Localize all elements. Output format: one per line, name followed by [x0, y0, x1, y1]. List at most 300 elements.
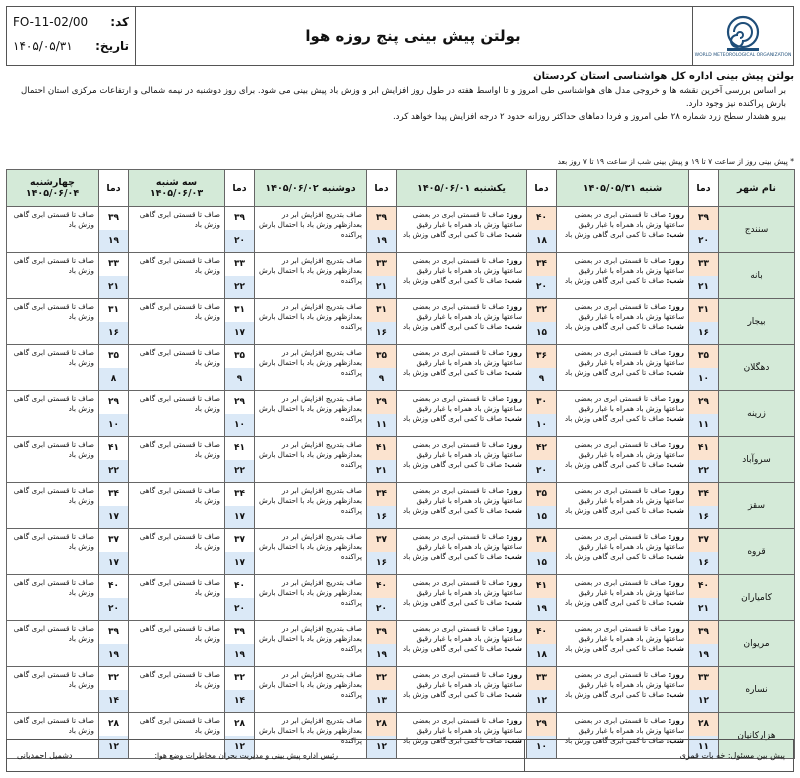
weather-description-cell — [129, 299, 225, 345]
day-description: صاف تا قسمتی ابری در بعضی ساعتها وزش باد همراه با غبار رقیق — [574, 578, 684, 597]
city-name-cell: سقز — [719, 483, 795, 529]
weather-description-cell — [255, 345, 367, 391]
weather-description-cell — [397, 483, 527, 529]
temperature-cell — [367, 391, 397, 437]
day-description: صاف بتدریج افزایش ابر در بعدازظهر وزش باد با احتمال بارش پراکنده — [258, 440, 362, 469]
night-description: صاف تا کمی ابری گاهی وزش باد — [402, 644, 503, 653]
temperature-cell — [367, 621, 397, 667]
weather-description-cell — [7, 299, 99, 345]
min-temperature: ۱۵ — [527, 322, 556, 345]
day-description: صاف تا قسمتی ابری گاهی وزش باد — [13, 348, 94, 367]
department-head-name: دشمیل احمدیانی — [17, 751, 73, 760]
temp-column-header: دما — [99, 170, 129, 207]
min-temperature: ۱۷ — [225, 552, 254, 575]
night-label: شب: — [504, 552, 522, 561]
footer-divider — [524, 740, 525, 771]
day-description: صاف تا قسمتی ابری گاهی وزش باد — [13, 210, 94, 229]
night-label: شب: — [504, 230, 522, 239]
day-label: روز: — [506, 394, 522, 403]
weather-description-cell — [7, 253, 99, 299]
night-description: صاف تا کمی ابری گاهی وزش باد — [564, 552, 665, 561]
table-row — [7, 621, 795, 667]
night-description: صاف تا کمی ابری گاهی وزش باد — [402, 230, 503, 239]
temperature-cell — [527, 207, 557, 253]
weather-description-cell — [397, 621, 527, 667]
day-label: روز: — [668, 348, 684, 357]
weather-description-cell — [129, 529, 225, 575]
day-description: صاف تا قسمتی ابری در بعضی ساعتها وزش باد همراه با غبار رقیق — [412, 256, 522, 275]
min-temperature: ۱۰ — [527, 414, 556, 437]
day-description: صاف تا قسمتی ابری در بعضی ساعتها وزش باد همراه با غبار رقیق — [412, 578, 522, 597]
max-temperature: ۳۳ — [367, 253, 396, 277]
weather-description-cell — [397, 667, 527, 713]
min-temperature: ۱۶ — [99, 322, 128, 345]
city-name-cell: نساره — [719, 667, 795, 713]
max-temperature: ۲۹ — [689, 391, 718, 415]
city-name-cell: زرینه — [719, 391, 795, 437]
table-row — [7, 207, 795, 253]
max-temperature: ۳۴ — [689, 483, 718, 507]
night-description: صاف تا کمی ابری گاهی وزش باد — [564, 506, 665, 515]
city-name-cell: هزارکانیان — [719, 713, 795, 759]
temperature-cell — [367, 529, 397, 575]
min-temperature: ۲۲ — [689, 460, 718, 483]
min-temperature: ۲۰ — [527, 460, 556, 483]
intro-paragraph-2: بیرو هشدار سطح زرد شماره ۲۸ طی امروز و فردا دماهای حداکثر روزانه حدود ۲ درجه افزایش پیدا خواهد کرد. — [392, 112, 786, 122]
min-temperature: ۹ — [527, 368, 556, 391]
min-temperature: ۲۱ — [99, 276, 128, 299]
min-temperature: ۱۱ — [689, 414, 718, 437]
max-temperature: ۳۵ — [689, 345, 718, 369]
min-temperature: ۱۶ — [689, 506, 718, 529]
day-description: صاف بتدریج افزایش ابر در بعدازظهر وزش باد با احتمال بارش پراکنده — [258, 578, 362, 607]
night-label: شب: — [666, 552, 684, 561]
max-temperature: ۳۳ — [689, 253, 718, 277]
max-temperature: ۳۲ — [527, 299, 556, 323]
day-description: صاف تا قسمتی ابری در بعضی ساعتها وزش باد همراه با غبار رقیق — [574, 440, 684, 459]
day-label: روز: — [506, 348, 522, 357]
day-description: صاف تا قسمتی ابری در بعضی ساعتها وزش باد همراه با غبار رقیق — [574, 256, 684, 275]
weather-description-cell — [129, 483, 225, 529]
day-column-header: شنبه ۱۴۰۵/۰۵/۳۱ — [557, 170, 689, 207]
temperature-cell — [225, 391, 255, 437]
temperature-cell — [99, 299, 129, 345]
min-temperature: ۱۹ — [367, 230, 396, 253]
temperature-cell — [225, 667, 255, 713]
max-temperature: ۳۴ — [367, 483, 396, 507]
min-temperature: ۱۲ — [367, 736, 396, 759]
day-label: روز: — [668, 578, 684, 587]
night-description: صاف تا کمی ابری گاهی وزش باد — [564, 690, 665, 699]
min-temperature: ۱۵ — [527, 552, 556, 575]
night-label: شب: — [666, 276, 684, 285]
night-label: شب: — [666, 644, 684, 653]
temperature-cell — [527, 667, 557, 713]
min-temperature: ۱۸ — [527, 644, 556, 667]
night-label: شب: — [504, 276, 522, 285]
table-row — [7, 483, 795, 529]
night-description: صاف تا کمی ابری گاهی وزش باد — [564, 644, 665, 653]
weather-description-cell — [255, 529, 367, 575]
day-description: صاف تا قسمتی ابری گاهی وزش باد — [13, 394, 94, 413]
night-description: صاف تا کمی ابری گاهی وزش باد — [402, 506, 503, 515]
max-temperature: ۳۵ — [367, 345, 396, 369]
min-temperature: ۱۲ — [99, 736, 128, 759]
weather-description-cell — [397, 299, 527, 345]
temperature-cell — [99, 437, 129, 483]
city-name-cell: بانه — [719, 253, 795, 299]
min-temperature: ۱۷ — [99, 552, 128, 575]
night-description: صاف تا کمی ابری گاهی وزش باد — [564, 322, 665, 331]
night-label: شب: — [504, 506, 522, 515]
max-temperature: ۲۸ — [225, 713, 254, 737]
day-label: روز: — [506, 256, 522, 265]
city-column-header: نام شهر — [719, 170, 795, 207]
bulletin-page — [6, 6, 794, 772]
day-description: صاف تا قسمتی ابری در بعضی ساعتها وزش باد همراه با غبار رقیق — [412, 440, 522, 459]
temperature-cell — [99, 575, 129, 621]
temperature-cell — [367, 575, 397, 621]
temp-column-header: دما — [367, 170, 397, 207]
temperature-cell — [367, 437, 397, 483]
temperature-cell — [527, 299, 557, 345]
night-description: صاف تا کمی ابری گاهی وزش باد — [402, 460, 503, 469]
day-description: صاف تا قسمتی ابری در بعضی ساعتها وزش باد همراه با غبار رقیق — [574, 624, 684, 643]
temperature-cell — [689, 621, 719, 667]
temperature-cell — [99, 667, 129, 713]
day-description: صاف تا قسمتی ابری در بعضی ساعتها وزش باد همراه با غبار رقیق — [412, 348, 522, 367]
day-description: صاف بتدریج افزایش ابر در بعدازظهر وزش باد با احتمال بارش پراکنده — [258, 256, 362, 285]
night-description: صاف تا کمی ابری گاهی وزش باد — [564, 414, 665, 423]
day-description: صاف بتدریج افزایش ابر در بعدازظهر وزش باد با احتمال بارش پراکنده — [258, 624, 362, 653]
day-description: صاف تا قسمتی ابری در بعضی ساعتها وزش باد همراه با غبار رقیق — [574, 302, 684, 321]
min-temperature: ۱۳ — [367, 690, 396, 713]
day-description: صاف تا قسمتی ابری گاهی وزش باد — [13, 670, 94, 689]
day-label: روز: — [668, 394, 684, 403]
max-temperature: ۲۹ — [527, 713, 556, 737]
max-temperature: ۳۹ — [99, 621, 128, 645]
weather-description-cell — [397, 575, 527, 621]
min-temperature: ۲۱ — [367, 460, 396, 483]
min-temperature: ۹ — [225, 368, 254, 391]
temperature-cell — [689, 437, 719, 483]
day-description: صاف بتدریج افزایش ابر در بعدازظهر وزش باد با احتمال بارش پراکنده — [258, 532, 362, 561]
day-description: صاف تا قسمتی ابری گاهی وزش باد — [139, 578, 220, 597]
night-description: صاف تا کمی ابری گاهی وزش باد — [564, 368, 665, 377]
min-temperature: ۱۷ — [99, 506, 128, 529]
temperature-cell — [689, 483, 719, 529]
temperature-cell — [527, 575, 557, 621]
day-column-header: سه شنبه ۱۴۰۵/۰۶/۰۳ — [129, 170, 225, 207]
day-label: روز: — [506, 670, 522, 679]
day-description: صاف تا قسمتی ابری در بعضی ساعتها وزش باد همراه با غبار رقیق — [574, 670, 684, 689]
max-temperature: ۳۳ — [527, 667, 556, 691]
max-temperature: ۳۱ — [225, 299, 254, 323]
department-head-label: رئیس اداره پیش بینی و مدیریت بحران مخاطرات وضع هوا: — [154, 751, 338, 760]
min-temperature: ۲۰ — [367, 598, 396, 621]
night-label: شب: — [666, 598, 684, 607]
min-temperature: ۲۰ — [527, 276, 556, 299]
night-description: صاف تا کمی ابری گاهی وزش باد — [402, 598, 503, 607]
min-temperature: ۲۰ — [99, 598, 128, 621]
min-temperature: ۱۹ — [689, 644, 718, 667]
night-description: صاف تا کمی ابری گاهی وزش باد — [402, 552, 503, 561]
day-description: صاف تا قسمتی ابری گاهی وزش باد — [13, 486, 94, 505]
weather-description-cell — [129, 667, 225, 713]
weather-description-cell — [255, 437, 367, 483]
night-label: شب: — [666, 506, 684, 515]
max-temperature: ۳۹ — [689, 207, 718, 231]
temperature-cell — [689, 299, 719, 345]
night-label: شب: — [504, 736, 522, 745]
max-temperature: ۳۲ — [367, 667, 396, 691]
night-description: صاف تا کمی ابری گاهی وزش باد — [402, 414, 503, 423]
night-description: صاف تا کمی ابری گاهی وزش باد — [402, 736, 503, 745]
intro-paragraph-1: بر اساس بررسی آخرین نقشه ها و خروجی مدل های هواشناسی طی امروز و تا اواسط هفته در طول روز افزایش ابر و وزش باد پیش بینی می شود. برای روز دوشنبه در نیمه شمالی و ارتفاعات مرکزی استان احتمال بارش پراکنده نیز وجود دارد. — [21, 86, 786, 109]
weather-description-cell — [557, 575, 689, 621]
weather-description-cell — [255, 667, 367, 713]
weather-description-cell — [397, 253, 527, 299]
temperature-cell — [527, 483, 557, 529]
forecaster-name: پیش بین مسئول: خه بات قمری — [679, 751, 785, 760]
night-description: صاف تا کمی ابری گاهی وزش باد — [402, 690, 503, 699]
date-label: تاریخ: — [95, 39, 129, 53]
day-description: صاف تا قسمتی ابری گاهی وزش باد — [13, 302, 94, 321]
table-row — [7, 299, 795, 345]
max-temperature: ۳۵ — [527, 483, 556, 507]
day-label: روز: — [668, 440, 684, 449]
temperature-cell — [527, 529, 557, 575]
weather-description-cell — [7, 621, 99, 667]
night-label: شب: — [504, 644, 522, 653]
min-temperature: ۸ — [99, 368, 128, 391]
day-description: صاف تا قسمتی ابری گاهی وزش باد — [13, 256, 94, 275]
day-description: صاف تا قسمتی ابری در بعضی ساعتها وزش باد همراه با غبار رقیق — [412, 210, 522, 229]
temperature-cell — [99, 345, 129, 391]
temperature-cell — [225, 299, 255, 345]
night-label: شب: — [666, 368, 684, 377]
max-temperature: ۲۸ — [689, 713, 718, 737]
page-title: بولتن پیش بینی پنج روزه هوا — [305, 27, 521, 45]
table-row — [7, 575, 795, 621]
weather-description-cell — [557, 345, 689, 391]
max-temperature: ۳۱ — [367, 299, 396, 323]
night-description: صاف تا کمی ابری گاهی وزش باد — [564, 276, 665, 285]
min-temperature: ۱۰ — [527, 736, 556, 759]
night-label: شب: — [504, 460, 522, 469]
weather-description-cell — [129, 253, 225, 299]
max-temperature: ۴۰ — [527, 621, 556, 645]
max-temperature: ۳۴ — [225, 483, 254, 507]
min-temperature: ۱۶ — [367, 506, 396, 529]
max-temperature: ۴۰ — [527, 207, 556, 231]
max-temperature: ۴۱ — [527, 575, 556, 599]
code-label: کد: — [110, 15, 129, 29]
weather-description-cell — [557, 621, 689, 667]
min-temperature: ۲۲ — [225, 460, 254, 483]
temperature-cell — [99, 253, 129, 299]
night-description: صاف تا کمی ابری گاهی وزش باد — [402, 322, 503, 331]
min-temperature: ۱۹ — [527, 598, 556, 621]
day-description: صاف تا قسمتی ابری گاهی وزش باد — [139, 532, 220, 551]
min-temperature: ۱۶ — [367, 552, 396, 575]
weather-description-cell — [255, 207, 367, 253]
day-label: روز: — [668, 670, 684, 679]
night-label: شب: — [504, 322, 522, 331]
min-temperature: ۲۱ — [689, 598, 718, 621]
weather-description-cell — [557, 391, 689, 437]
weather-description-cell — [7, 483, 99, 529]
night-description: صاف تا کمی ابری گاهی وزش باد — [402, 368, 503, 377]
day-column-header: چهارشنبه ۱۴۰۵/۰۶/۰۴ — [7, 170, 99, 207]
min-temperature: ۱۱ — [689, 736, 718, 759]
city-name-cell: کامیاران — [719, 575, 795, 621]
logo-text: WORLD METEOROLOGICAL ORGANIZATION — [694, 52, 792, 58]
max-temperature: ۳۹ — [689, 621, 718, 645]
day-label: روز: — [506, 302, 522, 311]
max-temperature: ۲۹ — [99, 391, 128, 415]
night-description: صاف تا کمی ابری گاهی وزش باد — [402, 276, 503, 285]
night-label: شب: — [666, 230, 684, 239]
max-temperature: ۳۹ — [367, 207, 396, 231]
max-temperature: ۳۷ — [689, 529, 718, 553]
night-label: شب: — [666, 322, 684, 331]
day-description: صاف تا قسمتی ابری گاهی وزش باد — [139, 348, 220, 367]
day-label: روز: — [506, 532, 522, 541]
day-label: روز: — [506, 578, 522, 587]
day-label: روز: — [506, 210, 522, 219]
day-description: صاف تا قسمتی ابری گاهی وزش باد — [139, 256, 220, 275]
temperature-cell — [367, 207, 397, 253]
min-temperature: ۱۸ — [527, 230, 556, 253]
min-temperature: ۲۱ — [367, 276, 396, 299]
code-value: FO-11-02/00 — [13, 15, 89, 29]
day-description: صاف تا قسمتی ابری در بعضی ساعتها وزش باد همراه با غبار رقیق — [412, 670, 522, 689]
weather-description-cell — [255, 299, 367, 345]
max-temperature: ۴۰ — [225, 575, 254, 599]
table-row — [7, 437, 795, 483]
weather-description-cell — [397, 529, 527, 575]
day-description: صاف تا قسمتی ابری گاهی وزش باد — [139, 210, 220, 229]
min-temperature: ۲۰ — [225, 598, 254, 621]
temperature-cell — [367, 345, 397, 391]
min-temperature: ۱۹ — [225, 644, 254, 667]
max-temperature: ۳۸ — [527, 529, 556, 553]
weather-description-cell — [255, 621, 367, 667]
min-temperature: ۱۶ — [689, 322, 718, 345]
weather-description-cell — [557, 667, 689, 713]
max-temperature: ۳۹ — [225, 207, 254, 231]
temperature-cell — [689, 667, 719, 713]
bulletin-header — [6, 6, 794, 66]
day-description: صاف بتدریج افزایش ابر در بعدازظهر وزش باد با احتمال بارش پراکنده — [258, 670, 362, 699]
weather-description-cell — [557, 483, 689, 529]
bulletin-footer — [6, 739, 794, 772]
min-temperature: ۱۹ — [367, 644, 396, 667]
temperature-cell — [225, 483, 255, 529]
weather-description-cell — [557, 437, 689, 483]
min-temperature: ۲۱ — [689, 276, 718, 299]
day-column-header: دوشنبه ۱۴۰۵/۰۶/۰۲ — [255, 170, 367, 207]
max-temperature: ۴۱ — [689, 437, 718, 461]
day-description: صاف بتدریج افزایش ابر در بعدازظهر وزش باد با احتمال بارش پراکنده — [258, 210, 362, 239]
max-temperature: ۳۵ — [225, 345, 254, 369]
weather-description-cell — [7, 529, 99, 575]
day-description: صاف تا قسمتی ابری گاهی وزش باد — [13, 716, 94, 735]
max-temperature: ۳۳ — [99, 253, 128, 277]
max-temperature: ۳۹ — [99, 207, 128, 231]
max-temperature: ۳۳ — [689, 667, 718, 691]
weather-description-cell — [7, 207, 99, 253]
weather-description-cell — [397, 437, 527, 483]
min-temperature: ۱۱ — [367, 414, 396, 437]
weather-description-cell — [129, 345, 225, 391]
min-temperature: ۱۴ — [225, 690, 254, 713]
temperature-cell — [225, 529, 255, 575]
table-row — [7, 391, 795, 437]
min-temperature: ۱۲ — [527, 690, 556, 713]
table-row — [7, 253, 795, 299]
day-description: صاف تا قسمتی ابری گاهی وزش باد — [139, 670, 220, 689]
day-description: صاف تا قسمتی ابری در بعضی ساعتها وزش باد همراه با غبار رقیق — [574, 210, 684, 229]
temp-column-header: دما — [689, 170, 719, 207]
temperature-cell — [527, 345, 557, 391]
max-temperature: ۳۷ — [225, 529, 254, 553]
min-temperature: ۱۹ — [99, 644, 128, 667]
weather-description-cell — [397, 391, 527, 437]
day-description: صاف تا قسمتی ابری در بعضی ساعتها وزش باد همراه با غبار رقیق — [574, 716, 684, 735]
max-temperature: ۳۴ — [527, 253, 556, 277]
weather-description-cell — [7, 575, 99, 621]
min-temperature: ۲۰ — [225, 230, 254, 253]
temperature-cell — [225, 253, 255, 299]
city-name-cell: قروه — [719, 529, 795, 575]
max-temperature: ۳۶ — [527, 345, 556, 369]
night-label: شب: — [666, 736, 684, 745]
date-value: ۱۴۰۵/۰۵/۳۱ — [13, 39, 73, 53]
day-description: صاف بتدریج افزایش ابر در بعدازظهر وزش باد با احتمال بارش پراکنده — [258, 486, 362, 515]
day-label: روز: — [668, 486, 684, 495]
table-header-row — [7, 170, 795, 207]
weather-description-cell — [255, 575, 367, 621]
temperature-cell — [689, 575, 719, 621]
max-temperature: ۲۸ — [99, 713, 128, 737]
temperature-cell — [689, 253, 719, 299]
city-name-cell: دهگلان — [719, 345, 795, 391]
table-row — [7, 345, 795, 391]
day-column-header: یکشنبه ۱۴۰۵/۰۶/۰۱ — [397, 170, 527, 207]
day-description: صاف تا قسمتی ابری در بعضی ساعتها وزش باد همراه با غبار رقیق — [412, 394, 522, 413]
temperature-cell — [527, 437, 557, 483]
day-description: صاف بتدریج افزایش ابر در بعدازظهر وزش باد با احتمال بارش پراکنده — [258, 394, 362, 423]
intro-section — [6, 70, 794, 124]
max-temperature: ۳۹ — [367, 621, 396, 645]
day-description: صاف تا قسمتی ابری گاهی وزش باد — [13, 532, 94, 551]
day-description: صاف تا قسمتی ابری در بعضی ساعتها وزش باد همراه با غبار رقیق — [412, 532, 522, 551]
max-temperature: ۳۲ — [225, 667, 254, 691]
max-temperature: ۳۷ — [367, 529, 396, 553]
temperature-cell — [99, 621, 129, 667]
max-temperature: ۴۱ — [99, 437, 128, 461]
weather-description-cell — [557, 207, 689, 253]
day-description: صاف تا قسمتی ابری در بعضی ساعتها وزش باد همراه با غبار رقیق — [412, 624, 522, 643]
table-row — [7, 667, 795, 713]
temperature-cell — [367, 253, 397, 299]
day-label: روز: — [506, 624, 522, 633]
forecast-table-body — [7, 207, 795, 759]
temperature-cell — [225, 437, 255, 483]
temp-column-header: دما — [225, 170, 255, 207]
